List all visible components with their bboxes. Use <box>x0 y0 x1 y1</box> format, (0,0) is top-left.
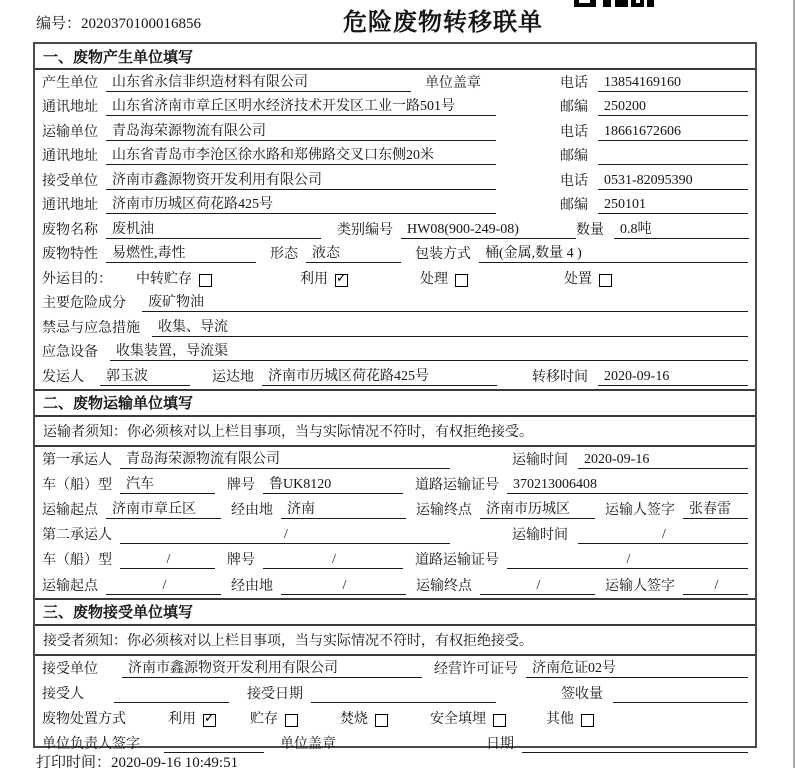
receiver-label: 接受单位 <box>42 173 98 189</box>
transporter-value: 青岛海荣源物流有限公司 <box>106 123 496 141</box>
checkbox-icon <box>493 714 506 727</box>
disposal-option-label: 利用 <box>168 711 196 727</box>
checkbox-icon <box>335 274 348 287</box>
disposal-option-label: 贮存 <box>250 711 278 727</box>
address-label: 通讯地址 <box>42 198 98 213</box>
receiver-zip-value: 250101 <box>598 196 748 214</box>
disposal-option-label: 其他 <box>546 711 574 727</box>
transporter-notice: 运输者须知：你必须核对以上栏目事项，当与实际情况不符时，有权拒绝接受。 <box>35 417 755 447</box>
purpose-label: 外运目的： <box>42 271 112 287</box>
form-row <box>35 168 755 193</box>
vehicle-type2-value: / <box>120 551 215 569</box>
form-row <box>35 340 755 365</box>
permit-value: 济南危证02号 <box>526 660 748 678</box>
receiver-phone-value: 0531-82095390 <box>598 172 748 190</box>
form-row <box>35 656 755 681</box>
disposal-option <box>168 708 216 728</box>
via-value: 济南 <box>281 501 406 519</box>
section-receiver <box>35 598 755 756</box>
purpose-option-label: 处置 <box>564 271 592 287</box>
vehicle-type-value: 汽车 <box>120 476 215 494</box>
purpose-option-label: 利用 <box>300 271 328 287</box>
signed-quantity-label: 签收量 <box>561 686 603 702</box>
checkbox-icon <box>455 274 468 287</box>
transport-time-value: 2020-09-16 <box>578 451 748 469</box>
via-label: 经由地 <box>231 503 273 519</box>
disposal-option <box>250 708 298 728</box>
disposal-option-label: 焚烧 <box>340 711 368 727</box>
producer-phone-value: 13854169160 <box>598 74 748 92</box>
form-row <box>35 144 755 169</box>
accept-date-value <box>311 685 496 703</box>
road-license2-value: / <box>507 551 748 569</box>
zip-label: 邮编 <box>560 198 588 213</box>
origin-label: 运输起点 <box>42 578 98 594</box>
form-row <box>35 266 755 291</box>
origin-value: 济南市章丘区 <box>106 501 221 519</box>
category-value: HW08(900-249-08) <box>401 221 576 239</box>
form-row <box>35 572 755 597</box>
vehicle-type-label: 车（船）型 <box>42 553 112 569</box>
permit-label: 经营许可证号 <box>434 661 518 677</box>
checkbox-icon <box>375 714 388 727</box>
vehicle-type-label: 车（船）型 <box>42 477 112 493</box>
form-row <box>35 242 755 267</box>
packing-label: 包装方式 <box>415 247 471 262</box>
disposal-option-label: 安全填埋 <box>430 711 486 727</box>
document-number-label: 编号： <box>36 16 82 32</box>
via2-value: / <box>281 577 406 595</box>
accept-unit-value: 济南市鑫源物资开发利用有限公司 <box>122 660 422 678</box>
carrier-sign-label: 运输人签字 <box>605 503 675 519</box>
endpoint-label: 运输终点 <box>416 578 472 594</box>
accept-date-label: 接受日期 <box>247 686 303 702</box>
form-row <box>35 291 755 316</box>
taboo-label: 禁忌与应急措施 <box>42 320 140 336</box>
endpoint2-value: / <box>480 577 595 595</box>
destination-label: 运达地 <box>212 369 254 385</box>
acceptor-label: 接受人 <box>42 686 84 702</box>
signed-quantity-value <box>613 685 748 703</box>
head-signature-label: 单位负责人签字 <box>42 736 140 752</box>
date-label: 日期 <box>486 736 514 752</box>
character-value: 易燃性,毒性 <box>106 245 256 263</box>
shipper-value: 郭玉波 <box>100 368 190 386</box>
phone-label: 电话 <box>560 124 588 140</box>
transporter-phone-value: 18661672606 <box>598 123 748 141</box>
producer-zip-value: 250200 <box>598 98 748 116</box>
producer-label: 产生单位 <box>42 75 98 91</box>
carrier-sign-value: 张春雷 <box>683 501 748 519</box>
form-row <box>35 681 755 706</box>
transporter-zip-value <box>598 147 748 165</box>
form-row <box>35 364 755 389</box>
form-row <box>35 193 755 218</box>
second-carrier-value: / <box>120 526 450 544</box>
print-time <box>36 751 238 768</box>
disposal-option <box>430 708 506 728</box>
hazard-value: 废矿物油 <box>142 294 748 312</box>
disposal-option <box>340 708 388 728</box>
quantity-value: 0.8吨 <box>614 221 749 239</box>
checkbox-icon <box>599 274 612 287</box>
form-row <box>35 447 755 472</box>
form-row <box>35 315 755 340</box>
plate-label: 牌号 <box>227 553 255 569</box>
receiver-notice: 接受者须知：你必须核对以上栏目事项，当与实际情况不符时，有权拒绝接受。 <box>35 626 755 656</box>
print-time-value: 2020-09-16 10:49:51 <box>111 755 239 768</box>
origin2-value: / <box>106 577 221 595</box>
section2-header: 二、废物运输单位填写 <box>35 391 755 417</box>
qr-code-fragment <box>574 0 654 8</box>
destination-value: 济南市历城区荷花路425号 <box>262 368 497 386</box>
producer-address-value: 山东省济南市章丘区明水经济技术开发区工业一路501号 <box>106 98 496 116</box>
category-label: 类别编号 <box>337 222 393 238</box>
producer-value: 山东省永信非织造材料有限公司 <box>106 74 411 92</box>
head-signature-value <box>164 735 264 753</box>
checkbox-icon <box>203 714 216 727</box>
print-time-label: 打印时间： <box>36 755 112 768</box>
waste-name-value: 废机油 <box>106 221 321 239</box>
accept-unit-label: 接受单位 <box>42 661 98 677</box>
address-label: 通讯地址 <box>42 100 98 115</box>
form-row <box>35 95 755 120</box>
zip-label: 邮编 <box>560 100 588 115</box>
plate-label: 牌号 <box>227 477 255 493</box>
purpose-option <box>136 268 212 288</box>
phone-label: 电话 <box>560 173 588 189</box>
purpose-option-label: 处理 <box>420 271 448 287</box>
form-row <box>35 119 755 144</box>
purpose-option-label: 中转贮存 <box>136 271 192 287</box>
disposal-option <box>546 708 594 728</box>
shipper-label: 发运人 <box>42 369 84 385</box>
carrier-sign-label: 运输人签字 <box>605 578 675 594</box>
packing-value: 桶(金属,数量 4 ) <box>479 245 748 263</box>
checkbox-icon <box>199 274 212 287</box>
transporter-label: 运输单位 <box>42 124 98 140</box>
quantity-label: 数量 <box>576 222 604 238</box>
endpoint-value: 济南市历城区 <box>480 501 595 519</box>
character-label: 废物特性 <box>42 247 98 262</box>
transport-time-label: 运输时间 <box>512 452 568 468</box>
transport-time2-value: / <box>578 526 748 544</box>
document-number <box>36 12 201 33</box>
first-carrier-value: 青岛海荣源物流有限公司 <box>120 451 450 469</box>
form-row <box>35 70 755 95</box>
section-producer <box>35 44 755 389</box>
taboo-value: 收集、导流 <box>152 319 748 337</box>
section3-header: 三、废物接受单位填写 <box>35 600 755 626</box>
form-state-value: 液态 <box>306 245 401 263</box>
date-value <box>522 735 748 753</box>
purpose-option <box>564 268 612 288</box>
disposal-method-label: 废物处置方式 <box>42 711 126 727</box>
form-row <box>35 522 755 547</box>
address-label: 通讯地址 <box>42 149 98 164</box>
form-state-label: 形态 <box>270 247 298 262</box>
unit-seal-label: 单位盖章 <box>280 736 336 752</box>
form-row <box>35 217 755 242</box>
endpoint-label: 运输终点 <box>416 503 472 519</box>
page-edge-line <box>793 0 795 768</box>
section1-header: 一、废物产生单位填写 <box>35 44 755 70</box>
form-row <box>35 547 755 572</box>
transporter-address-value: 山东省青岛市李沧区徐水路和郑佛路交叉口东侧20米 <box>106 147 496 165</box>
transfer-time-value: 2020-09-16 <box>598 368 748 386</box>
purpose-option <box>300 268 348 288</box>
checkbox-icon <box>285 714 298 727</box>
equipment-value: 收集装置，导流渠 <box>110 343 748 361</box>
receiver-address-value: 济南市历城区荷花路425号 <box>106 196 496 214</box>
road-license-value: 370213006408 <box>507 476 748 494</box>
document-number-value: 2020370100016856 <box>81 16 202 32</box>
origin-label: 运输起点 <box>42 503 98 519</box>
checkbox-icon <box>581 714 594 727</box>
waste-name-label: 废物名称 <box>42 222 98 238</box>
form-row <box>35 497 755 522</box>
road-license-label: 道路运输证号 <box>415 477 499 493</box>
phone-label: 电话 <box>560 75 588 91</box>
via-label: 经由地 <box>231 578 273 594</box>
plate-value: 鲁UK8120 <box>263 476 403 494</box>
carrier-sign2-value: / <box>683 577 748 595</box>
purpose-option <box>420 268 468 288</box>
receiver-value: 济南市鑫源物资开发利用有限公司 <box>106 172 496 190</box>
form-row <box>35 706 755 731</box>
transport-time-label: 运输时间 <box>512 528 568 544</box>
hazard-label: 主要危险成分 <box>42 296 126 311</box>
zip-label: 邮编 <box>560 149 588 164</box>
road-license-label: 道路运输证号 <box>415 553 499 569</box>
section-transporter <box>35 389 755 598</box>
second-carrier-label: 第二承运人 <box>42 528 112 544</box>
manifest-table <box>33 42 757 752</box>
first-carrier-label: 第一承运人 <box>42 452 112 468</box>
transfer-time-label: 转移时间 <box>532 369 588 385</box>
acceptor-value <box>114 685 229 703</box>
page-title: 危险废物转移联单 <box>343 10 543 36</box>
unit-seal-label: 单位盖章 <box>425 75 481 91</box>
plate2-value: / <box>263 551 403 569</box>
form-row <box>35 472 755 497</box>
equipment-label: 应急设备 <box>42 345 98 360</box>
